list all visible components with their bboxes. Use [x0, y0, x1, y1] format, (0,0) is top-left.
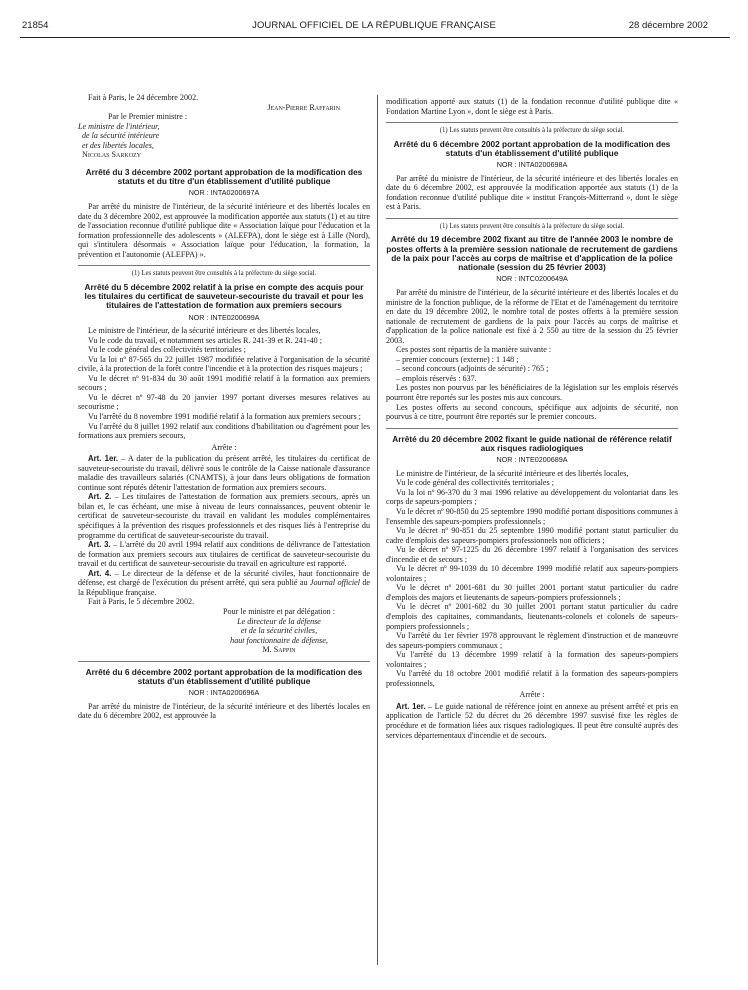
signature-minister-title-1: Le ministre de l'intérieur,	[78, 121, 160, 131]
preamble: Le ministre de l'intérieur, de la sécurité intérieure et des libertés locales,	[396, 468, 629, 478]
section-rule	[386, 428, 678, 429]
article-text: – Le directeur de la défense et de la sécurité civiles, haut fonctionnaire de défense, est chargé de l'exécution du présent arrêté, qui sera publié au	[78, 568, 370, 588]
signature-pm-name: Jean-Pierre Raffarin	[267, 102, 340, 112]
visa: Vu le décret nº 97-48 du 20 janvier 1997 portant diverses mesures relatives au secourisme ;	[78, 392, 370, 412]
arrete-6-decembre-b	[386, 140, 678, 232]
article-2	[78, 492, 370, 540]
arrete-body: Par arrêté du ministre de l'intérieur, de la sécurité intérieure et des libertés locales en date du 6 décembre 2002, est approuvée la modification apportée aux statuts (1) de la fondation reconnue d'utilité publique dite « institut François-Mitterrand », dont le siège est à Paris.	[386, 173, 678, 212]
article-text: – Le guide national de référence joint en annexe au présent arrêté et pris en application de l'article 52 du décret du 26 décembre 1997 susvisé fixe les règles de procédure et de formation liées aux risques radiologiques. Il peut être consulté auprès des services départementaux d'incendie et de secours.	[386, 701, 678, 740]
arrete-title: Arrêté du 19 décembre 2002 fixant au titre de l'année 2003 le nombre de postes offerts à la première session nationale de recrutement de gardiens de la paix pour l'accès au corps de maîtrise et d'application de la police nationale (session du 25 février 2003)	[386, 234, 678, 273]
page-header	[0, 20, 748, 34]
article-label: Art. 2.	[88, 492, 112, 502]
opening-signature	[78, 93, 370, 160]
section-rule	[78, 661, 370, 662]
visa: Vu le code du travail, et notamment ses articles R. 241-39 et R. 241-40 ;	[88, 335, 322, 345]
arrete-heading: Arrête :	[211, 442, 237, 452]
arrete-title: Arrêté du 3 décembre 2002 portant approbation de la modification des statuts et du titre d'un établissement d'utilité publique	[85, 166, 363, 187]
footnote: (1) Les statuts peuvent être consultés à la préfecture du siège social.	[78, 265, 370, 278]
list-item: – second concours (adjoints de sécurité) : 765 ;	[396, 364, 549, 374]
arrete-heading: Arrête :	[519, 690, 545, 700]
article-label: Art. 1er.	[88, 454, 119, 464]
visa: Vu le décret nº 97-1225 du 26 décembre 1997 relatif à l'organisation des services d'incendie et de secours ;	[386, 545, 678, 564]
issue-date: 28 décembre 2002	[628, 20, 708, 31]
arrete-body: Par arrêté du ministre de l'intérieur, de la sécurité intérieure et des libertés locales en date du 6 décembre 2002, est approuvée la	[78, 701, 370, 721]
sig-line: Le directeur de la défense	[237, 616, 321, 626]
sig-line: haut fonctionnaire de défense,	[230, 635, 328, 645]
footnote: (1) Les statuts peuvent être consultés à la préfecture du siège social.	[386, 122, 678, 135]
arrete-title: Arrêté du 5 décembre 2002 relatif à la prise en compte des acquis pour les titulaires du certificat de sauveteur-secouriste du travail et pour les titulaires de l'attestation de formation aux premiers secours	[84, 281, 364, 311]
visa: Vu le code général des collectivités territoriales ;	[396, 478, 554, 488]
arrete-body: Les postes non pourvus par les bénéficiaires de la législation sur les emplois réservés pourront être reportés sur les postes mis aux concours.	[386, 383, 678, 402]
signature-par: Par le Premier ministre :	[108, 112, 188, 122]
signature-minister-name: Nicolas Sarkozy	[82, 150, 142, 160]
article-label: Art. 3.	[88, 540, 111, 550]
visa: Vu le décret nº 2001-682 du 30 juillet 2001 portant statut particulier du cadre d'emplois des capitaines, commandants, lieutenants-colonels et colonels de sapeurs-pompiers professionnels ;	[386, 602, 678, 631]
visa: Vu le décret nº 90-850 du 25 septembre 1990 modifié portant dispositions communes à l'ensemble des sapeurs-pompiers professionnels ;	[386, 506, 678, 526]
visa: Vu le décret nº 91-834 du 30 août 1991 modifié relatif à la formation aux premiers secours ;	[78, 373, 370, 393]
arrete-5-decembre	[78, 283, 370, 655]
article-4	[78, 569, 370, 598]
arrete-body: Ces postes sont répartis de la manière suivante :	[396, 345, 552, 355]
place-date: Fait à Paris, le 5 décembre 2002.	[88, 597, 195, 607]
continued-body: modification apporté aux statuts (1) de la fondation reconnue d'utilité publique dite « Fondation Martine Lyon », dont le siège est à Paris.	[386, 97, 678, 116]
arrete-title: Arrêté du 6 décembre 2002 portant approbation de la modification des statuts d'un établissement d'utilité publique	[85, 666, 363, 686]
arrete-body: Les postes offerts au second concours, spécifique aux adjoints de sécurité, non pourvus à ce titre, pourront être reportés sur le premier concours.	[386, 402, 678, 422]
arrete-title: Arrêté du 20 décembre 2002 fixant le guide national de référence relatif aux risques radiologiques	[392, 433, 672, 453]
visa: Vu le décret nº 2001-681 du 30 juillet 2001 portant statut particulier du cadre d'emplois des majors et lieutenants de sapeurs-pompiers professionnels ;	[386, 583, 678, 602]
nor-reference: NOR : INTA0200698A	[496, 160, 568, 170]
article-text: – L'arrêté du 20 avril 1994 relatif aux conditions de délivrance de l'attestation de formation aux premiers secours aux titulaires de certificat de sauveteur-secouriste du travail et du certificat de sauveteur-secouriste du travail en agriculture est rapporté.	[78, 540, 370, 569]
arrete-title: Arrêté du 6 décembre 2002 portant approbation de la modification des statuts d'un établissement d'utilité publique	[393, 138, 671, 158]
arrete-6-decembre-a	[78, 668, 370, 721]
visa: Vu la loi nº 96-370 du 3 mai 1996 relative au développement du volontariat dans les corps de sapeurs-pompiers ;	[386, 487, 678, 507]
article-text: – Les titulaires de l'attestation de formation aux premiers secours, après un bilan et, le cas échéant, une mise à niveau de leurs connaissances, peuvent obtenir le certificat de sauveteur-secouriste du travail en validant les modules complémentaires spécifiques à la prévention des risques professionnels et des risques liés à l'entreprise du programme du certificat de sauveteur-secouriste du travail.	[78, 492, 370, 540]
preamble: Le ministre de l'intérieur, de la sécurité intérieure et des libertés locales,	[88, 326, 321, 336]
visa: Vu la loi nº 87-565 du 22 juillet 1987 modifiée relative à l'organisation de la sécurité civile, à la protection de la forêt contre l'incendie et à la protection des risques majeurs ;	[78, 354, 370, 374]
visa: Vu l'arrêté du 8 novembre 1991 modifié relatif à la formation aux premiers secours ;	[88, 412, 361, 422]
article-label: Art. 4.	[88, 568, 112, 578]
header-rule	[20, 37, 730, 38]
journal-title: JOURNAL OFFICIEL DE LA RÉPUBLIQUE FRANÇAISE	[252, 20, 496, 31]
arrete-body: Par arrêté du ministre de l'intérieur, de la sécurité intérieure et des libertés locales et du ministre de la fonction publique, de la réforme de l'Etat et de l'aménagement du territoire en date du 19 décembre 2002, le nombre total de postes offerts à la première session nationale de recrutement de gardiens de la paix pour l'accès au corps de maîtrise et d'application de la police nationale est fixé à 2 550 au titre de la session du 25 février 2003.	[386, 287, 678, 345]
left-column	[78, 93, 370, 721]
column-separator	[377, 95, 378, 965]
arrete-body: Par arrêté du ministre de l'intérieur, de la sécurité intérieure et des libertés locales en date du 3 décembre 2002, est approuvée la modification apportée aux statuts (1) et au titre de l'association reconnue d'utilité publique dite « Association laïque pour l'éducation et la formation professionnelle des adolescents » (ALEFPA), dont le siège est à Lille (Nord), qui s'intitulera désormais « Association laïque pour l'éducation, la formation, la prévention et l'autonomie (ALEFPA) ».	[78, 201, 370, 259]
journal-officiel-ref: Journal officiel	[309, 578, 360, 588]
sig-name: M. Sappin	[262, 645, 296, 655]
article-1	[78, 454, 370, 492]
article-text-end: de la République française.	[78, 578, 370, 597]
visa: Vu le code général des collectivités territoriales ;	[88, 345, 246, 355]
visa: Vu l'arrêté du 18 octobre 2001 modifié relatif à la formation des sapeurs-pompiers professionnels,	[386, 669, 678, 688]
page-number: 21854	[22, 20, 49, 31]
footnote: (1) Les statuts peuvent être consultés à la préfecture du siège social.	[386, 218, 678, 231]
article-1	[386, 702, 678, 740]
arrete-3-decembre	[78, 168, 370, 279]
sig-line: Pour le ministre et par délégation :	[223, 606, 335, 616]
sig-line: et de la sécurité civiles,	[240, 626, 318, 636]
signature-minister-title-2: de la sécurité intérieure	[82, 131, 160, 141]
nor-reference: NOR : INTA0200696A	[188, 688, 260, 698]
nor-reference: NOR : INTC0200649A	[496, 274, 568, 284]
article-3	[78, 540, 370, 569]
right-column	[386, 97, 678, 740]
list-item: – premier concours (externe) : 1 148 ;	[396, 354, 519, 364]
signature-minister-title-3: et des libertés locales,	[82, 140, 154, 150]
arrete-19-decembre	[386, 235, 678, 421]
visa: Vu l'arrêté du 8 juillet 1992 relatif aux conditions d'habilitation ou d'agrément pour les formations aux premiers secours,	[78, 421, 370, 441]
list-item: – emplois réservés : 637.	[396, 373, 477, 383]
delegation-signature	[78, 607, 370, 655]
visa: Vu le décret nº 90-851 du 25 septembre 1990 modifié portant statut particulier du cadre d'emplois des sapeurs-pompiers professionnels non officiers ;	[386, 526, 678, 545]
arrete-20-decembre	[386, 435, 678, 740]
article-label: Art. 1er.	[396, 701, 426, 711]
visa: Vu l'arrêté du 13 décembre 1999 relatif à la formation des sapeurs-pompiers volontaires ;	[386, 650, 678, 669]
nor-reference: NOR : INTA0200697A	[188, 188, 260, 198]
article-text: – A dater de la publication du présent arrêté, les titulaires du certificat de sauveteur-secouriste du travail, délivré sous le contrôle de la Caisse nationale d'assurance maladie des travailleurs salariés (CNAMTS), à jour dans leurs obligations de formation continue sont réputés détenir l'attestation de formation aux premiers secours.	[78, 454, 370, 492]
signature-place-date: Fait à Paris, le 24 décembre 2002.	[88, 93, 199, 102]
visa: Vu le décret nº 99-1039 du 10 décembre 1999 modifié relatif aux sapeurs-pompiers volontaires ;	[386, 564, 678, 583]
nor-reference: NOR : INTE0200689A	[496, 455, 568, 465]
visa: Vu l'arrêté du 1er février 1978 approuvant le règlement d'instruction et de manœuvre des sapeurs-pompiers communaux ;	[386, 631, 678, 650]
nor-reference: NOR : INTE0200699A	[188, 312, 260, 322]
